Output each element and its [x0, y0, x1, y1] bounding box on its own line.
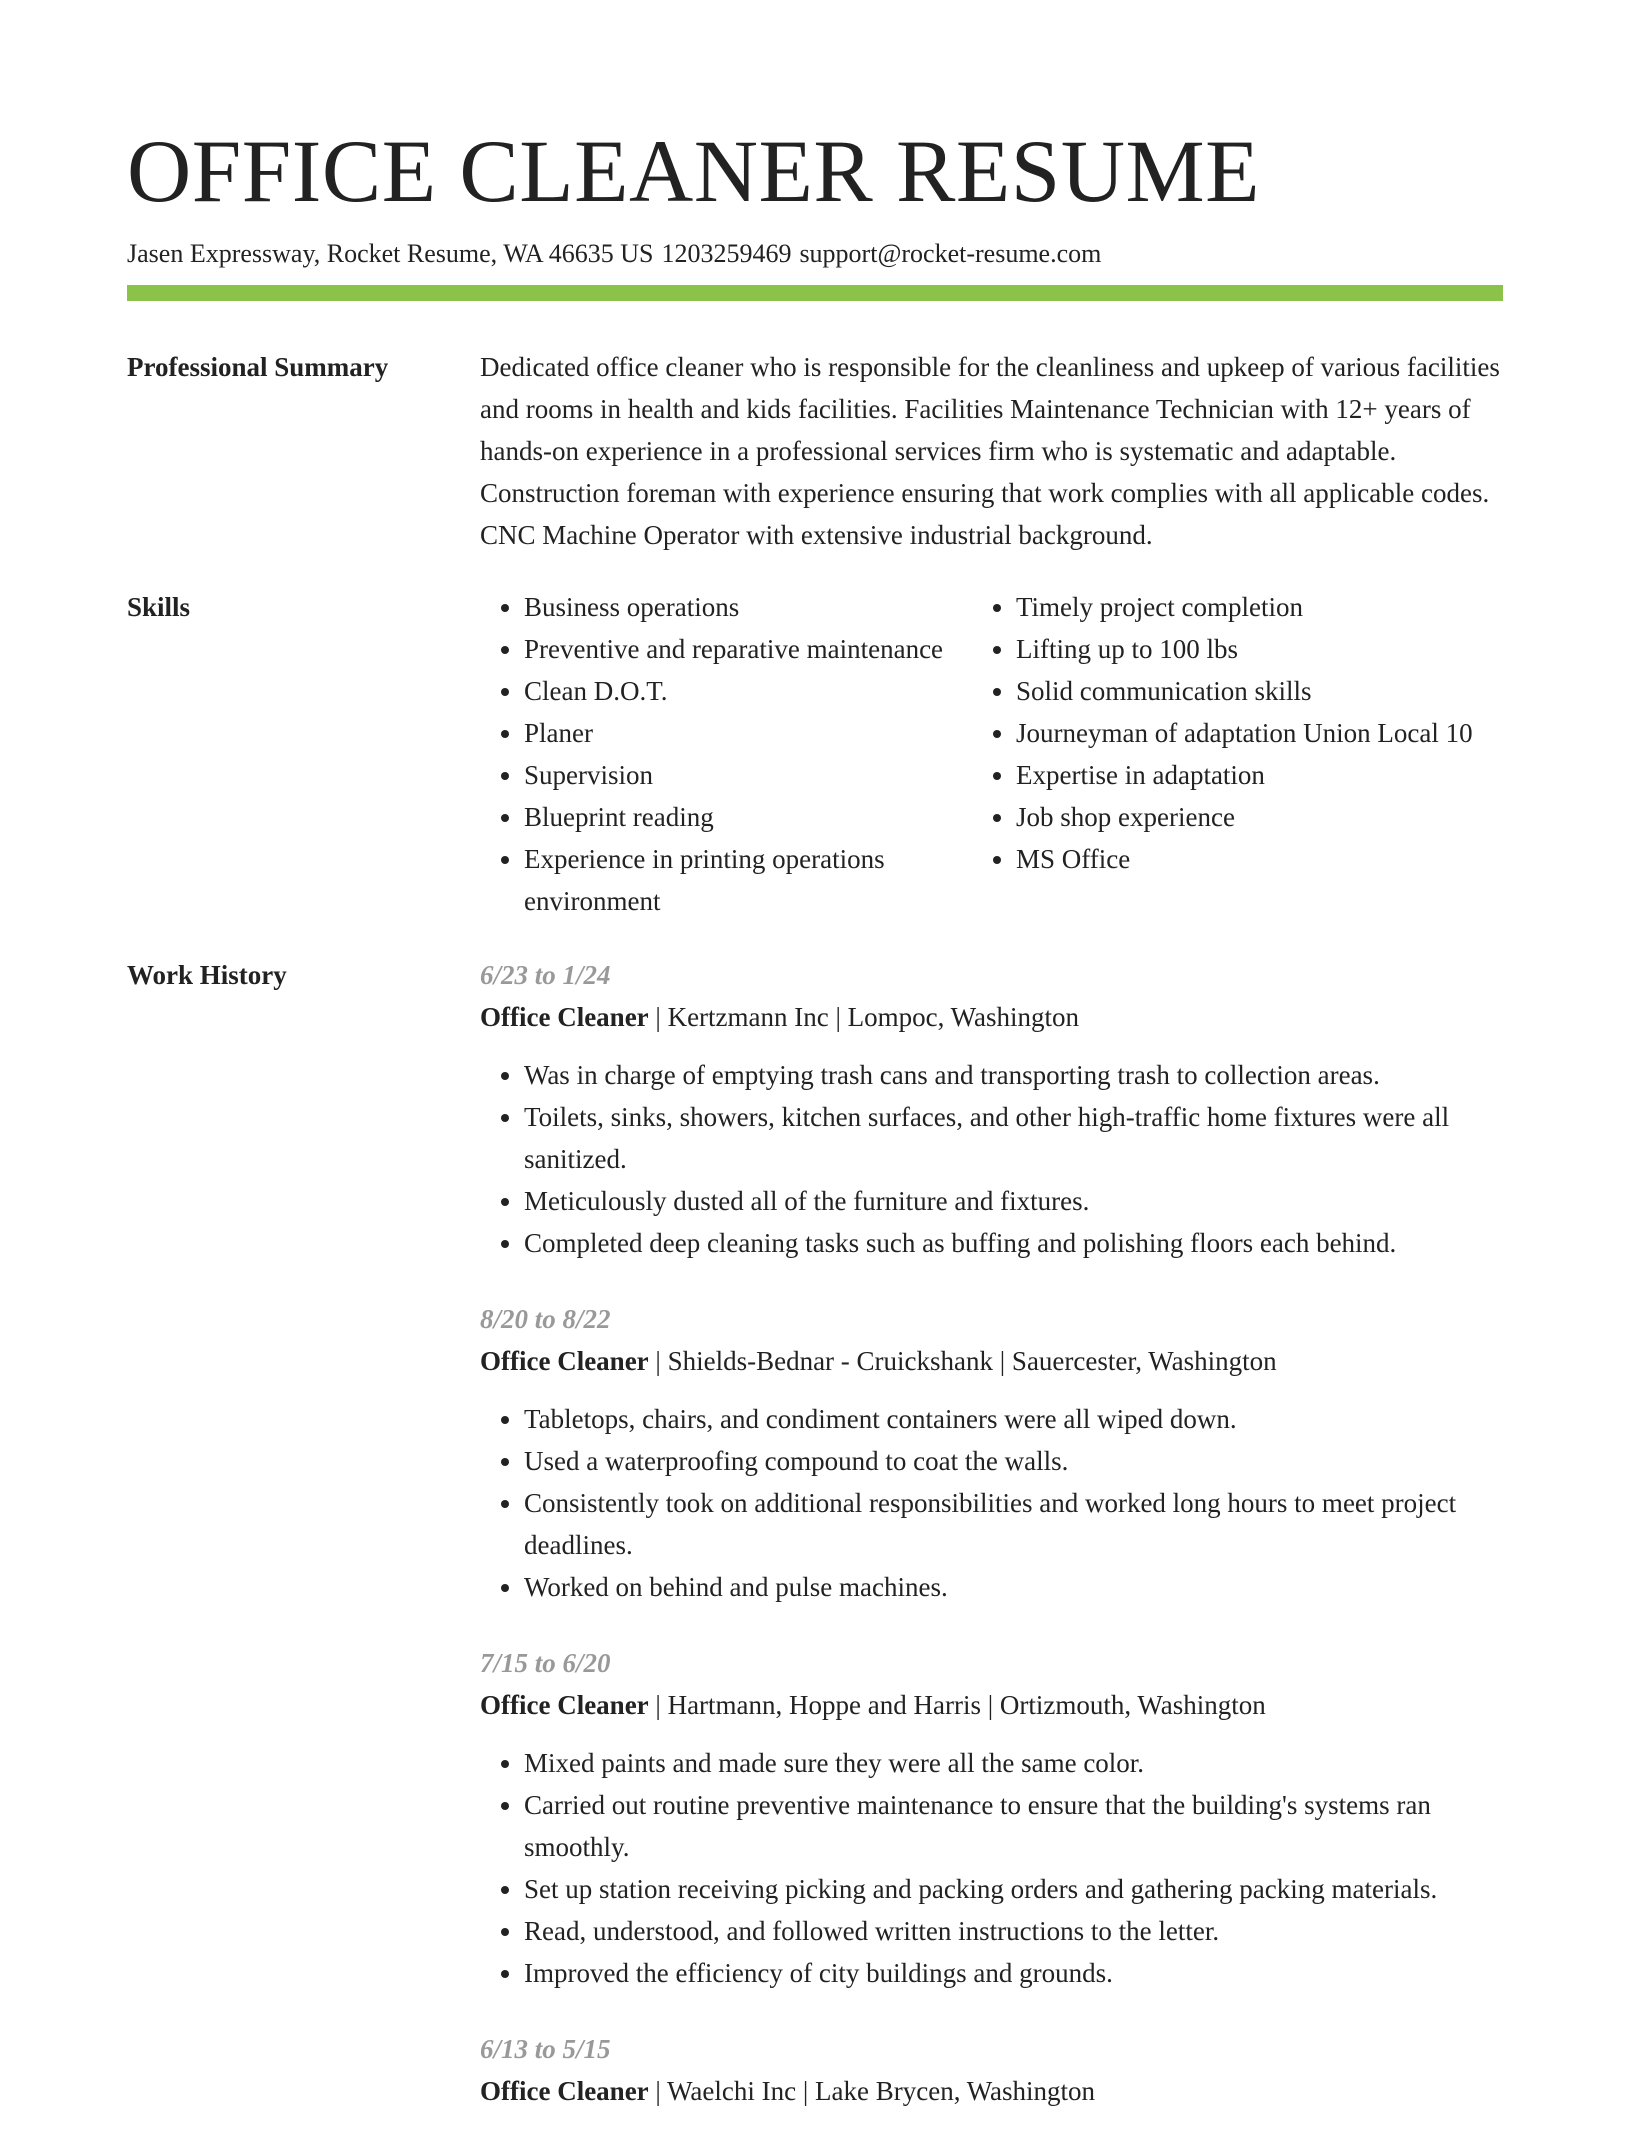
job-duty: • Improved the efficiency of city buildings and grounds. [524, 1952, 1503, 1994]
skill-item: • Blueprint reading [524, 796, 972, 838]
skill-item: • Planer [524, 712, 972, 754]
job-company: Kertzmann Inc [667, 1002, 829, 1032]
skills-list-right [972, 586, 1503, 922]
job-line: Office Cleaner | Waelchi Inc | Lake Brycen, Washington [480, 2076, 1096, 2106]
job-duty: • Toilets, sinks, showers, kitchen surfaces, and other high-traffic home fixtures were all sanitized. [524, 1096, 1503, 1180]
job-duty: • Meticulously dusted all of the furniture and fixtures. [524, 1180, 1503, 1222]
skill-item: • Preventive and reparative maintenance [524, 628, 972, 670]
summary-section [127, 346, 1503, 556]
job-dates: 6/23 to 1/24 [480, 960, 611, 990]
skill-item: • MS Office [1016, 838, 1503, 880]
job-line: Office Cleaner | Kertzmann Inc | Lompoc, Washington [480, 1002, 1079, 1032]
job-dates: 7/15 to 6/20 [480, 1648, 611, 1678]
job-location: Ortizmouth, Washington [999, 1690, 1266, 1720]
skill-item: • Solid communication skills [1016, 670, 1503, 712]
job-duty: • Tabletops, chairs, and condiment containers were all wiped down. [524, 1398, 1503, 1440]
work-history-section [127, 954, 1503, 2146]
job-dates: 8/20 to 8/22 [480, 1304, 611, 1334]
job-duties [480, 1742, 1503, 1994]
skills-section [127, 586, 1503, 922]
job-duties [480, 1054, 1503, 1264]
skill-item: • Clean D.O.T. [524, 670, 972, 712]
resume-title: OFFICE CLEANER RESUME [127, 123, 1260, 221]
job-company: Hartmann, Hoppe and Harris [667, 1690, 981, 1720]
job-entry [480, 1642, 1503, 1994]
skills-heading: Skills [127, 592, 191, 622]
job-duty: • Carried out routine preventive maintenance to ensure that the building's systems ran smoothly. [524, 1784, 1503, 1868]
resume-header [127, 118, 1503, 272]
skill-item: • Expertise in adaptation [1016, 754, 1503, 796]
job-duty: • Mixed paints and made sure they were all the same color. [524, 1742, 1503, 1784]
skill-item: • Supervision [524, 754, 972, 796]
skill-item: • Journeyman of adaptation Union Local 10 [1016, 712, 1503, 754]
work-history-heading: Work History [127, 960, 287, 990]
summary-heading: Professional Summary [127, 352, 389, 382]
job-duty: • Completed deep cleaning tasks such as buffing and polishing floors each behind. [524, 1222, 1503, 1264]
job-entry [480, 2028, 1503, 2112]
job-title: Office Cleaner [480, 1346, 649, 1376]
skills-list-left [480, 586, 972, 922]
phone: 1203259469 [661, 239, 792, 268]
job-company: Waelchi Inc [667, 2076, 797, 2106]
job-location: Sauercester, Washington [1011, 1346, 1277, 1376]
header-divider [127, 285, 1503, 301]
job-duty: • Consistently took on additional responsibilities and worked long hours to meet project deadlines. [524, 1482, 1503, 1566]
email: support@rocket-resume.com [799, 239, 1102, 268]
job-title: Office Cleaner [480, 2076, 649, 2106]
job-dates: 6/13 to 5/15 [480, 2034, 611, 2064]
job-title: Office Cleaner [480, 1690, 649, 1720]
skill-item: • Job shop experience [1016, 796, 1503, 838]
job-entry [480, 954, 1503, 1264]
job-company: Shields-Bednar - Cruickshank [667, 1346, 994, 1376]
job-line: Office Cleaner | Hartmann, Hoppe and Harris | Ortizmouth, Washington [480, 1690, 1266, 1720]
address: Jasen Expressway, Rocket Resume, WA 46635 US [127, 239, 654, 268]
skill-item: • Timely project completion [1016, 586, 1503, 628]
job-location: Lake Brycen, Washington [815, 2076, 1096, 2106]
skill-item: • Experience in printing operations environment [524, 838, 972, 922]
job-entry [480, 1298, 1503, 1608]
skill-item: • Business operations [524, 586, 972, 628]
job-duty: • Read, understood, and followed written instructions to the letter. [524, 1910, 1503, 1952]
job-duty: • Set up station receiving picking and packing orders and gathering packing materials. [524, 1868, 1503, 1910]
job-duty: • Was in charge of emptying trash cans and transporting trash to collection areas. [524, 1054, 1503, 1096]
skill-item: • Lifting up to 100 lbs [1016, 628, 1503, 670]
job-duties [480, 1398, 1503, 1608]
job-location: Lompoc, Washington [847, 1002, 1079, 1032]
summary-text: Dedicated office cleaner who is responsible for the cleanliness and upkeep of various facilities and rooms in health and kids facilities. Facilities Maintenance Technician with 12+ years of hands-on experience in a professional services firm who is systematic and adaptable. Construction foreman with experience ensuring that work complies with all applicable codes. CNC Machine Operator with extensive industrial background. [480, 352, 1500, 550]
job-title: Office Cleaner [480, 1002, 649, 1032]
contact-line [127, 236, 1503, 272]
job-duty: • Used a waterproofing compound to coat the walls. [524, 1440, 1503, 1482]
job-line: Office Cleaner | Shields-Bednar - Cruickshank | Sauercester, Washington [480, 1346, 1277, 1376]
job-duty: • Worked on behind and pulse machines. [524, 1566, 1503, 1608]
